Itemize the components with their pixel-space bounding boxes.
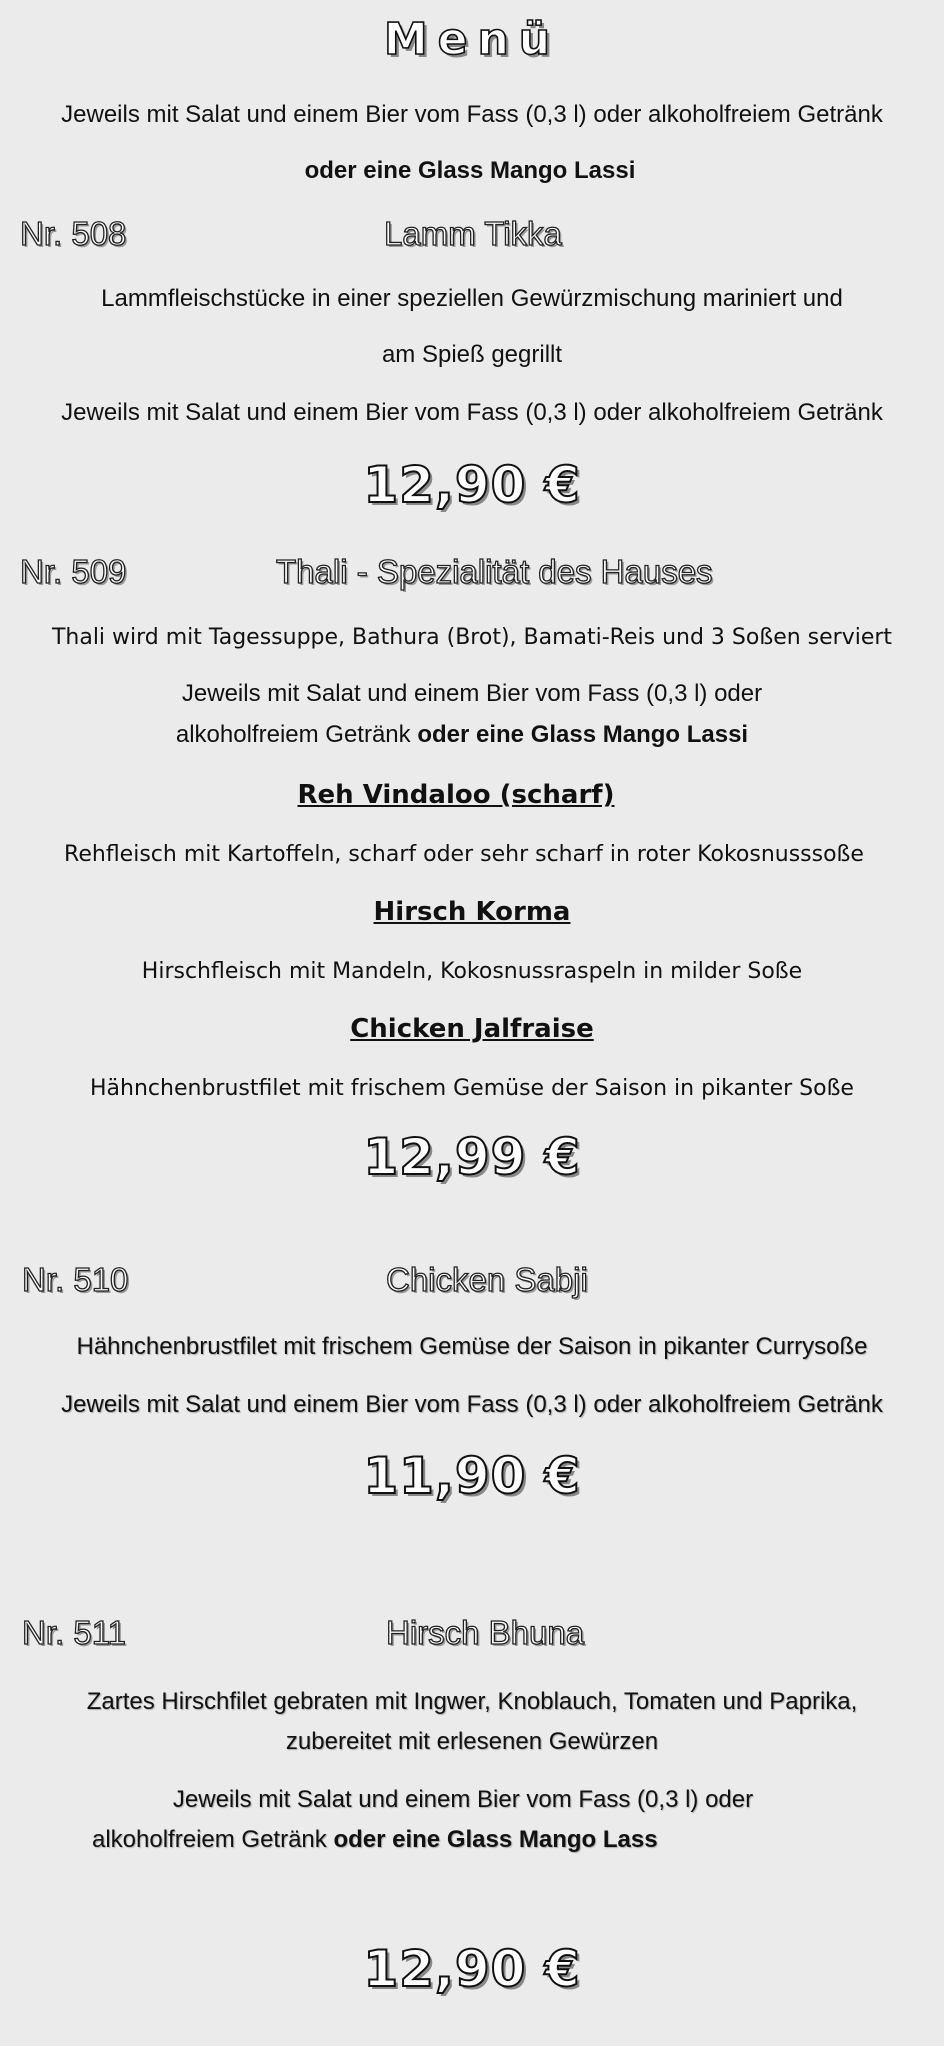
item-name: Lamm Tikka	[384, 215, 562, 252]
subitem-name: Hirsch Korma	[373, 897, 571, 927]
item-description: Zartes Hirschfilet gebraten mit Ingwer, Knoblauch, Tomaten und Paprika,	[86, 1688, 858, 1715]
item-number: Nr. 509	[20, 553, 127, 590]
subitem-name: Chicken Jalfraise	[350, 1014, 594, 1044]
item-description: Lammfleischstücke in einer speziellen Gewürzmischung mariniert und	[101, 285, 843, 312]
item-price: 12,99 €	[363, 1128, 581, 1186]
item-extras-line	[0, 721, 934, 749]
item-name: Hirsch Bhuna	[386, 1614, 585, 1651]
subitem-description: Rehfleisch mit Kartoffeln, scharf oder sehr scharf in roter Kokosnusssoße	[64, 842, 864, 867]
item-description: am Spieß gegrillt	[381, 341, 563, 368]
menu-intro-bold-line	[0, 157, 942, 185]
item-price: 12,90 €	[363, 456, 581, 514]
menu-title: Menü	[383, 14, 561, 65]
item-price: 11,90 €	[363, 1447, 581, 1505]
item-extras: Jeweils mit Salat und einem Bier vom Fass (0,3 l) oder alkoholfreiem Getränk	[61, 399, 883, 426]
item-extras-plain: alkoholfreiem Getränk	[175, 721, 411, 748]
item-price: 12,90 €	[363, 1940, 581, 1998]
item-description: Hähnchenbrustfilet mit frischem Gemüse der Saison in pikanter Currysoße	[76, 1333, 868, 1360]
item-number: Nr. 510	[22, 1261, 129, 1298]
item-number: Nr. 511	[22, 1614, 126, 1651]
subitem-description: Hirschfleisch mit Mandeln, Kokosnussraspeln in milder Soße	[141, 959, 803, 984]
item-name: Chicken Sabji	[386, 1261, 588, 1298]
item-extras: Jeweils mit Salat und einem Bier vom Fass (0,3 l) oder alkoholfreiem Getränk	[61, 1391, 883, 1418]
menu-intro-line: Jeweils mit Salat und einem Bier vom Fass (0,3 l) oder alkoholfreiem Getränk	[61, 101, 883, 128]
item-name: Thali - Spezialität des Hauses	[276, 553, 713, 590]
menu-intro-bold-text: oder eine Glass Mango Lassi	[304, 157, 636, 184]
item-extras-bold: oder eine Glass Mango Lass	[333, 1826, 658, 1853]
item-description: zubereitet mit erlesenen Gewürzen	[285, 1728, 659, 1755]
item-extras: Jeweils mit Salat und einem Bier vom Fass (0,3 l) oder	[172, 1786, 754, 1813]
item-extras-bold: oder eine Glass Mango Lassi	[417, 721, 749, 748]
item-extras-line	[92, 1826, 658, 1854]
item-extras: Jeweils mit Salat und einem Bier vom Fass (0,3 l) oder	[181, 680, 763, 707]
item-number: Nr. 508	[20, 215, 127, 252]
item-description: Thali wird mit Tagessuppe, Bathura (Brot), Bamati-Reis und 3 Soßen serviert	[51, 625, 893, 650]
subitem-name: Reh Vindaloo (scharf)	[297, 780, 615, 810]
item-extras-plain: alkoholfreiem Getränk	[92, 1826, 327, 1853]
subitem-description: Hähnchenbrustfilet mit frischem Gemüse der Saison in pikanter Soße	[90, 1076, 854, 1101]
